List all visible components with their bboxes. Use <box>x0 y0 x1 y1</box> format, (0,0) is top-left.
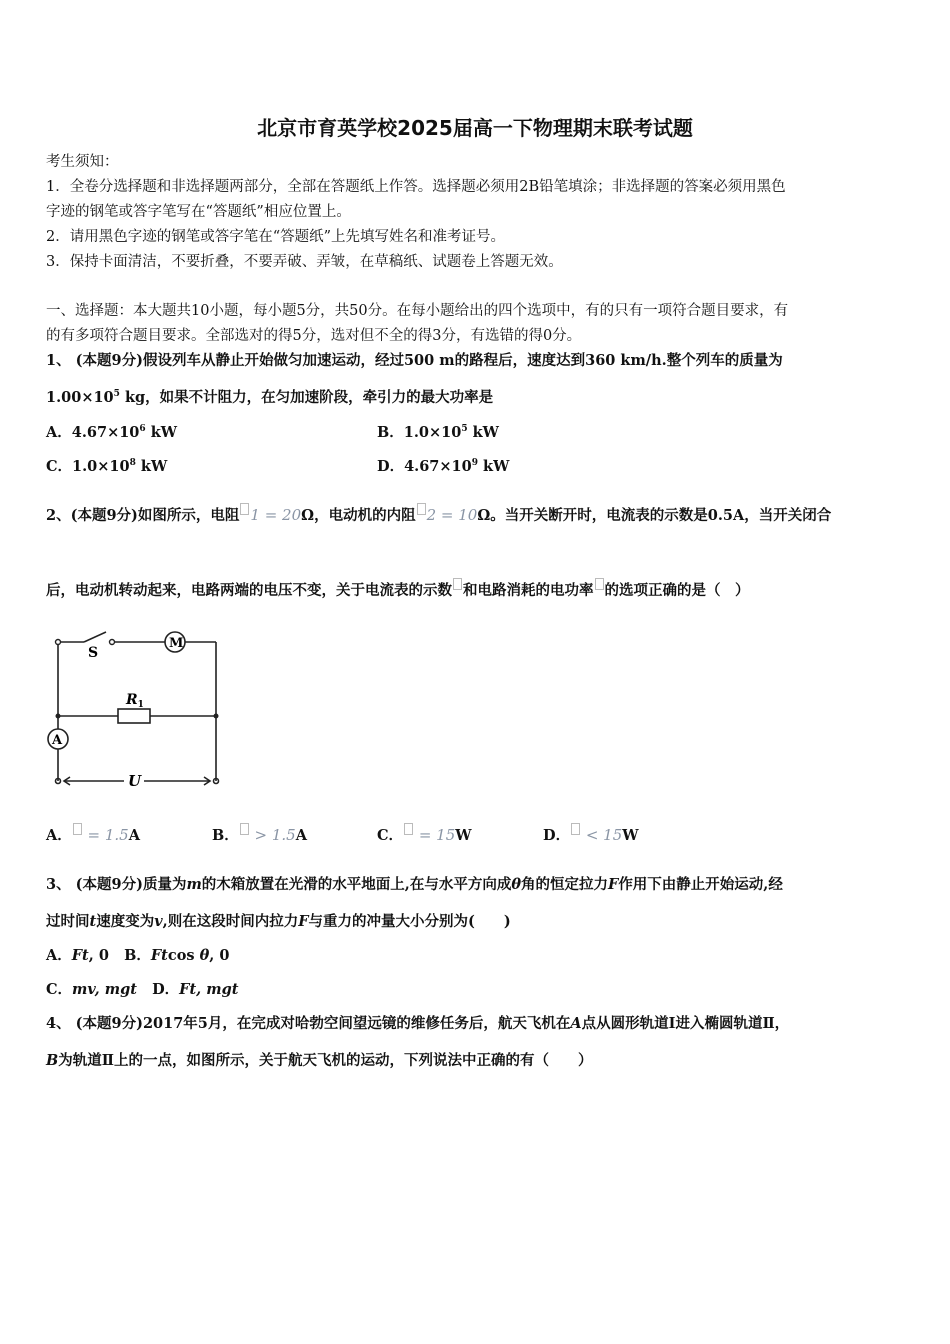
q3-stem: 3、 (本题9分)质量为m的木箱放置在光滑的水平地面上,在与水平方向成θ角的恒定拉力F作用下由静止开始运动,经 <box>46 876 783 893</box>
q2-option-d[interactable]: D． < 15W <box>543 823 639 846</box>
formula-placeholder-icon <box>240 823 249 835</box>
section-1-intro: 一、选择题：本大题共10小题，每小题5分，共50分。在每小题给出的四个选项中，有的只有一项符合题目要求，有 <box>46 303 789 319</box>
motor-label: M <box>169 636 184 651</box>
notice-heading: 考生须知： <box>46 154 119 170</box>
formula-placeholder-icon <box>404 823 413 835</box>
ammeter-label: A <box>52 733 63 748</box>
notice-item-3: 3．保持卡面清洁，不要折叠，不要弄破、弄皱，在草稿纸、试题卷上答题无效。 <box>46 254 563 270</box>
q1-option-d[interactable]: D．$4.67\times 10^9$ kW <box>377 458 510 475</box>
q4-stem: 4、 (本题9分)2017年5月，在完成对哈勃空间望远镜的维修任务后，航天飞机在A点从圆形轨道Ⅰ进入椭圆轨道Ⅱ， <box>46 1015 790 1032</box>
q1-option-b[interactable]: B．$1.0\times 10^5$ kW <box>377 424 499 441</box>
q3-options-ab[interactable]: A．Ft, 0 B．Ftcos θ, 0 <box>46 947 230 964</box>
formula-placeholder-icon <box>453 578 462 590</box>
q1-option-a[interactable]: A．$4.67\times 10^6$ kW <box>46 424 178 441</box>
switch-label: S <box>88 645 99 661</box>
page-title: 北京市育英学校2025届高一下物理期末联考试题 <box>257 116 693 140</box>
q3-stem-cont: 过时间t速度变为v,则在这段时间内拉力F与重力的冲量大小分别为( ) <box>46 913 511 930</box>
notice-item-1-cont: 字迹的钢笔或答字笔写在“答题纸”相应位置上。 <box>46 204 351 220</box>
q4-stem-cont: B为轨道Ⅱ上的一点，如图所示，关于航天飞机的运动，下列说法中正确的有（ ） <box>46 1052 593 1069</box>
q2-stem-cont: 后，电动机转动起来，电路两端的电压不变，关于电流表的示数 和电路消耗的电功率 的选项正确的是（ ） <box>46 578 908 601</box>
formula-placeholder-icon <box>571 823 580 835</box>
q2-stem: 2、(本题9分)如图所示，电阻 1 = 20Ω，电动机的内阻 2 = 10Ω。当开关断开时，电流表的示数是0.5A，当开关闭合 <box>46 503 908 526</box>
q2-option-c[interactable]: C． = 15W <box>377 823 472 846</box>
formula-placeholder-icon <box>73 823 82 835</box>
formula-placeholder-icon <box>240 503 249 515</box>
q3-options-cd[interactable]: C．mv, mgt D．Ft, mgt <box>46 981 239 998</box>
notice-item-2: 2．请用黑色字迹的钢笔或答字笔在“答题纸”上先填写姓名和准考证号。 <box>46 229 506 245</box>
formula-placeholder-icon <box>595 578 604 590</box>
circuit-diagram <box>40 625 230 795</box>
q1-stem-cont: $1.00\times 10^5$ kg，如果不计阻力，在匀加速阶段，牵引力的最大功率是 <box>46 389 494 406</box>
resistor-label: $R_1$ <box>126 692 144 710</box>
q1-option-c[interactable]: C．$1.0\times 10^8$ kW <box>46 458 168 475</box>
q2-option-a[interactable]: A． = 1.5A <box>46 823 140 846</box>
section-1-intro-cont: 的有多项符合题目要求。全部选对的得5分，选对但不全的得3分，有选错的得0分。 <box>46 328 582 344</box>
notice-item-1: 1．全卷分选择题和非选择题两部分，全部在答题纸上作答。选择题必须用2B铅笔填涂；非选择题的答案必须用黑色 <box>46 179 786 195</box>
q1-stem: 1、 (本题9分)假设列车从静止开始做匀加速运动，经过500 m的路程后，速度达到360 km/h.整个列车的质量为 <box>46 352 783 369</box>
voltage-label: U <box>128 772 142 790</box>
q2-option-b[interactable]: B． > 1.5A <box>212 823 307 846</box>
formula-placeholder-icon <box>417 503 426 515</box>
